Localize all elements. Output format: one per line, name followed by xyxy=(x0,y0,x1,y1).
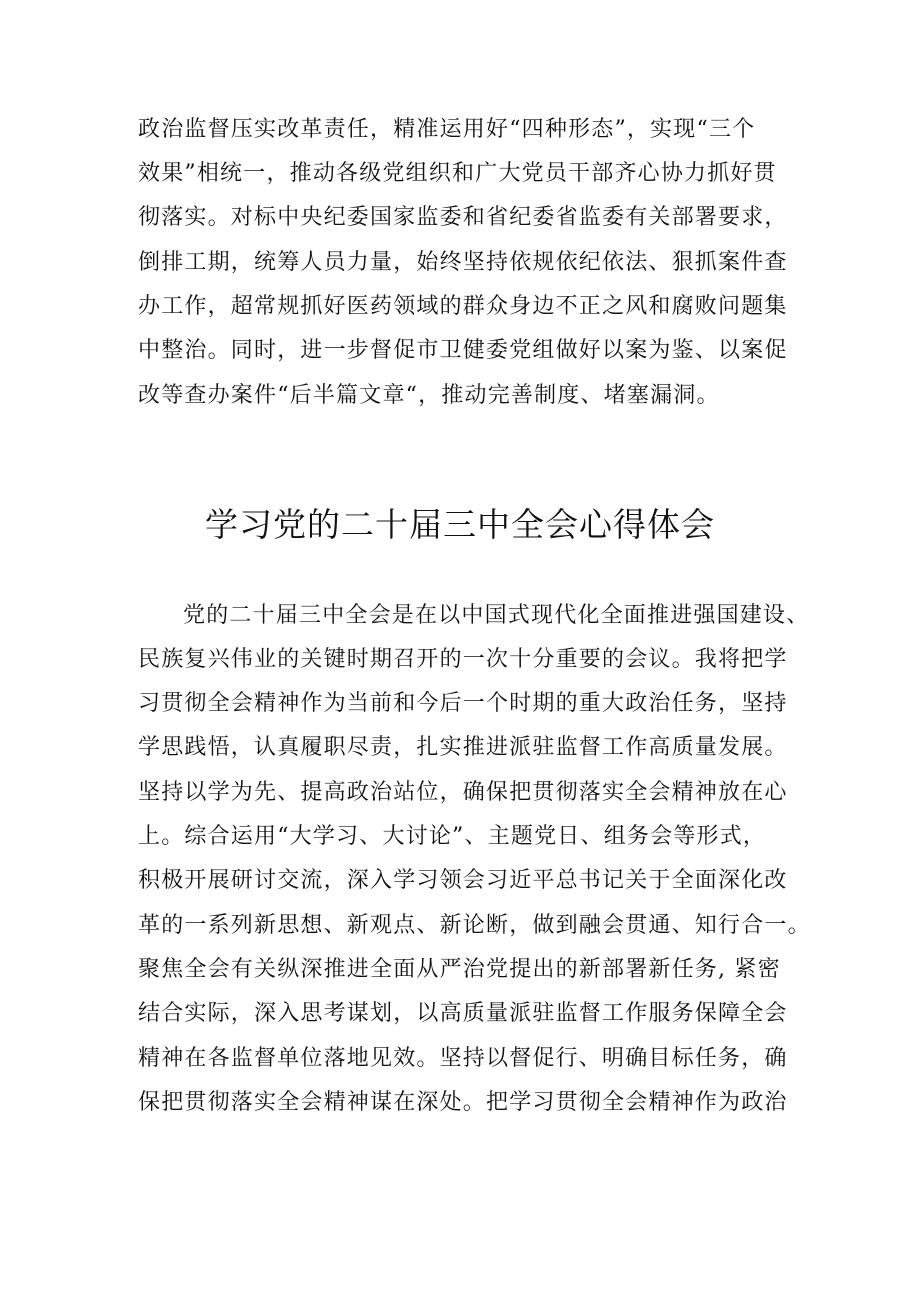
text-line: 革的一系列新思想、新观点、新论断，做到融会贯通、知行合一。 xyxy=(138,913,811,938)
text-line: 党的二十届三中全会是在以中国式现代化全面推进强国建设、 xyxy=(183,603,810,628)
text-line: 彻落实。对标中央纪委国家监委和省纪委省监委有关部署要求， xyxy=(138,205,788,230)
text-line: 中整治。同时，进一步督促市卫健委党组做好以案为鉴、以案促 xyxy=(138,338,788,363)
text-line: 坚持以学为先、提高政治站位，确保把贯彻落实全会精神放在心 xyxy=(138,780,788,805)
text-line: 保把贯彻落实全会精神谋在深处。把学习贯彻全会精神作为政治 xyxy=(138,1090,788,1115)
text-line: 上。综合运用“大学习、大讨论”、主题党日、组务会等形式， xyxy=(138,824,767,849)
text-line: 民族复兴伟业的关键时期召开的一次十分重要的会议。我将把学 xyxy=(138,647,788,672)
text-line: 习贯彻全会精神作为当前和今后一个时期的重大政治任务，坚持 xyxy=(138,691,788,716)
text-line: 倒排工期，统筹人员力量，始终坚持依规依纪依法、狠抓案件查 xyxy=(138,250,788,275)
text-line: 改等查办案件“后半篇文章“，推动完善制度、堵塞漏洞。 xyxy=(138,383,720,408)
article-title: 学习党的二十届三中全会心得体会 xyxy=(205,505,715,544)
text-line: 办工作，超常规抓好医药领域的群众身边不正之风和腐败问题集 xyxy=(138,294,788,319)
text-line: 精神在各监督单位落地见效。坚持以督促行、明确目标任务，确 xyxy=(138,1046,788,1071)
text-line: 政治监督压实改革责任，精准运用好“四种形态”，实现“三个 xyxy=(138,117,756,142)
text-line: 效果”相统一，推动各级党组织和广大党员干部齐心协力抓好贯 xyxy=(138,161,777,186)
text-line: 学思践悟，认真履职尽责，扎实推进派驻监督工作高质量发展。 xyxy=(138,735,788,760)
text-line: 聚焦全会有关纵深推进全面从严治党提出的新部署新任务, 紧密 xyxy=(138,957,781,982)
text-line: 结合实际，深入思考谋划，以高质量派驻监督工作服务保障全会 xyxy=(138,1001,788,1026)
text-line: 积极开展研讨交流，深入学习领会习近平总书记关于全面深化改 xyxy=(138,868,788,893)
